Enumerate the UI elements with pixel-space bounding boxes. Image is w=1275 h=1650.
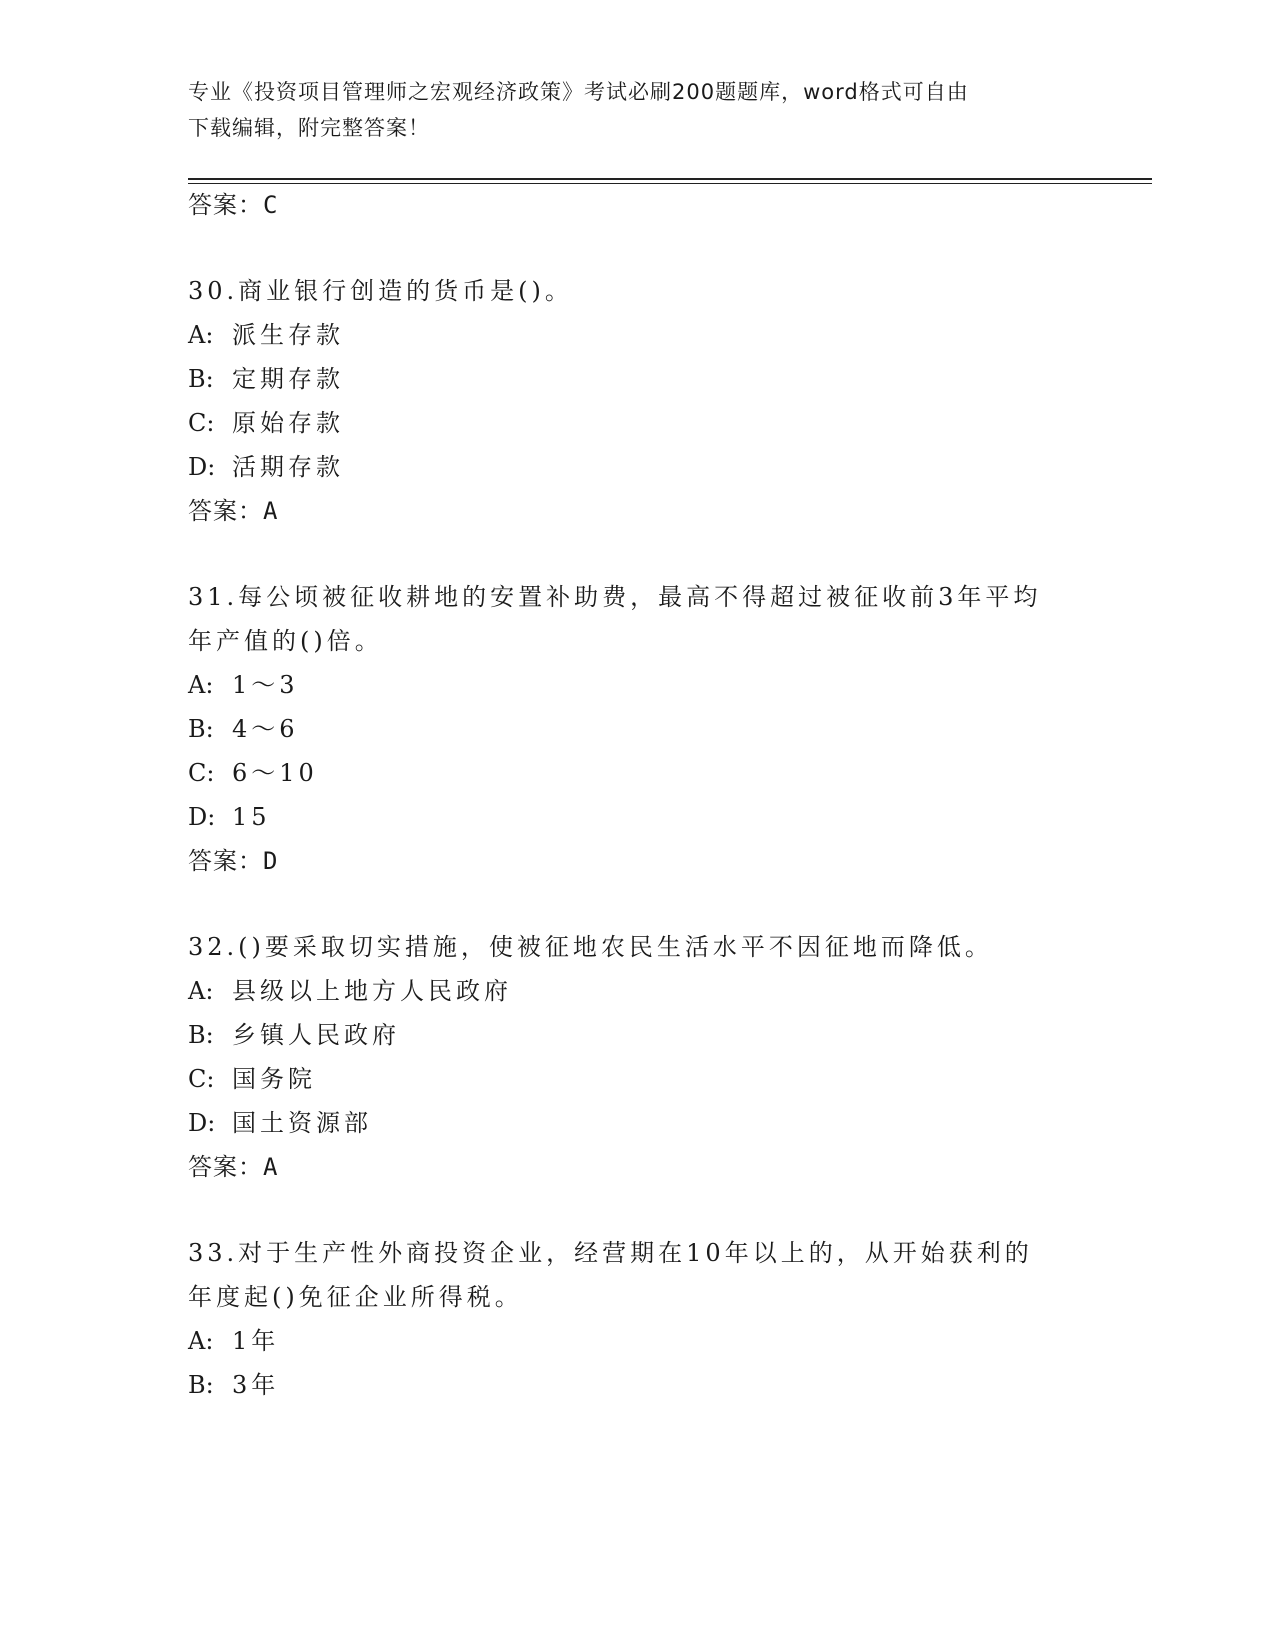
option-letter: C: bbox=[188, 409, 215, 437]
option-text: 15 bbox=[232, 803, 271, 831]
option-text: 乡镇人民政府 bbox=[232, 1021, 400, 1049]
question-stem: 30.商业银行创造的货币是()。 bbox=[188, 277, 573, 305]
question-stem: 31.每公顷被征收耕地的安置补助费，最高不得超过被征收前3年平均 bbox=[188, 583, 1042, 611]
option-text: 6～10 bbox=[232, 759, 318, 787]
option-c bbox=[188, 407, 344, 439]
option-letter: A: bbox=[188, 1327, 214, 1355]
question-stem-continued: 年度起()免征企业所得税。 bbox=[188, 1283, 523, 1311]
option-b bbox=[188, 713, 299, 745]
option-letter: A: bbox=[188, 977, 214, 1005]
option-a bbox=[188, 1325, 279, 1357]
option-letter: A: bbox=[188, 671, 214, 699]
option-letter: D: bbox=[188, 803, 216, 831]
option-a bbox=[188, 669, 299, 701]
option-text: 国务院 bbox=[232, 1065, 316, 1093]
header-line-1: 专业《投资项目管理师之宏观经济政策》考试必刷200题题库，word格式可自由 bbox=[188, 80, 969, 104]
option-text: 活期存款 bbox=[232, 453, 344, 481]
option-letter: D: bbox=[188, 453, 216, 481]
answer-line: 答案：C bbox=[188, 191, 279, 219]
option-letter: A: bbox=[188, 321, 214, 349]
option-letter: B: bbox=[188, 715, 214, 743]
option-c bbox=[188, 1063, 316, 1095]
option-text: 原始存款 bbox=[232, 409, 344, 437]
option-d bbox=[188, 451, 344, 483]
answer-line: 答案：A bbox=[188, 1153, 279, 1181]
option-b bbox=[188, 1019, 400, 1051]
question-stem: 32.()要采取切实措施，使被征地农民生活水平不因征地而降低。 bbox=[188, 933, 993, 961]
option-a bbox=[188, 319, 344, 351]
option-text: 4～6 bbox=[232, 715, 299, 743]
option-letter: B: bbox=[188, 1021, 214, 1049]
option-letter: C: bbox=[188, 759, 215, 787]
option-letter: C: bbox=[188, 1065, 215, 1093]
option-text: 县级以上地方人民政府 bbox=[232, 977, 512, 1005]
option-b bbox=[188, 363, 344, 395]
option-d bbox=[188, 1107, 372, 1139]
question-stem-continued: 年产值的()倍。 bbox=[188, 627, 383, 655]
option-text: 派生存款 bbox=[232, 321, 344, 349]
document-header bbox=[188, 74, 1088, 146]
header-divider-thick bbox=[188, 178, 1152, 180]
option-text: 1～3 bbox=[232, 671, 299, 699]
question-stem: 33.对于生产性外商投资企业，经营期在10年以上的，从开始获利的 bbox=[188, 1239, 1033, 1267]
option-letter: B: bbox=[188, 1371, 214, 1399]
option-d bbox=[188, 801, 271, 833]
option-text: 3年 bbox=[232, 1371, 280, 1399]
answer-line: 答案：D bbox=[188, 847, 279, 875]
option-text: 国土资源部 bbox=[232, 1109, 372, 1137]
header-line-2: 下载编辑，附完整答案！ bbox=[188, 116, 430, 140]
header-divider-thin bbox=[188, 183, 1152, 184]
option-letter: D: bbox=[188, 1109, 216, 1137]
option-a bbox=[188, 975, 512, 1007]
option-c bbox=[188, 757, 318, 789]
option-letter: B: bbox=[188, 365, 214, 393]
answer-line: 答案：A bbox=[188, 497, 279, 525]
option-b bbox=[188, 1369, 279, 1401]
option-text: 定期存款 bbox=[232, 365, 344, 393]
option-text: 1年 bbox=[232, 1327, 280, 1355]
